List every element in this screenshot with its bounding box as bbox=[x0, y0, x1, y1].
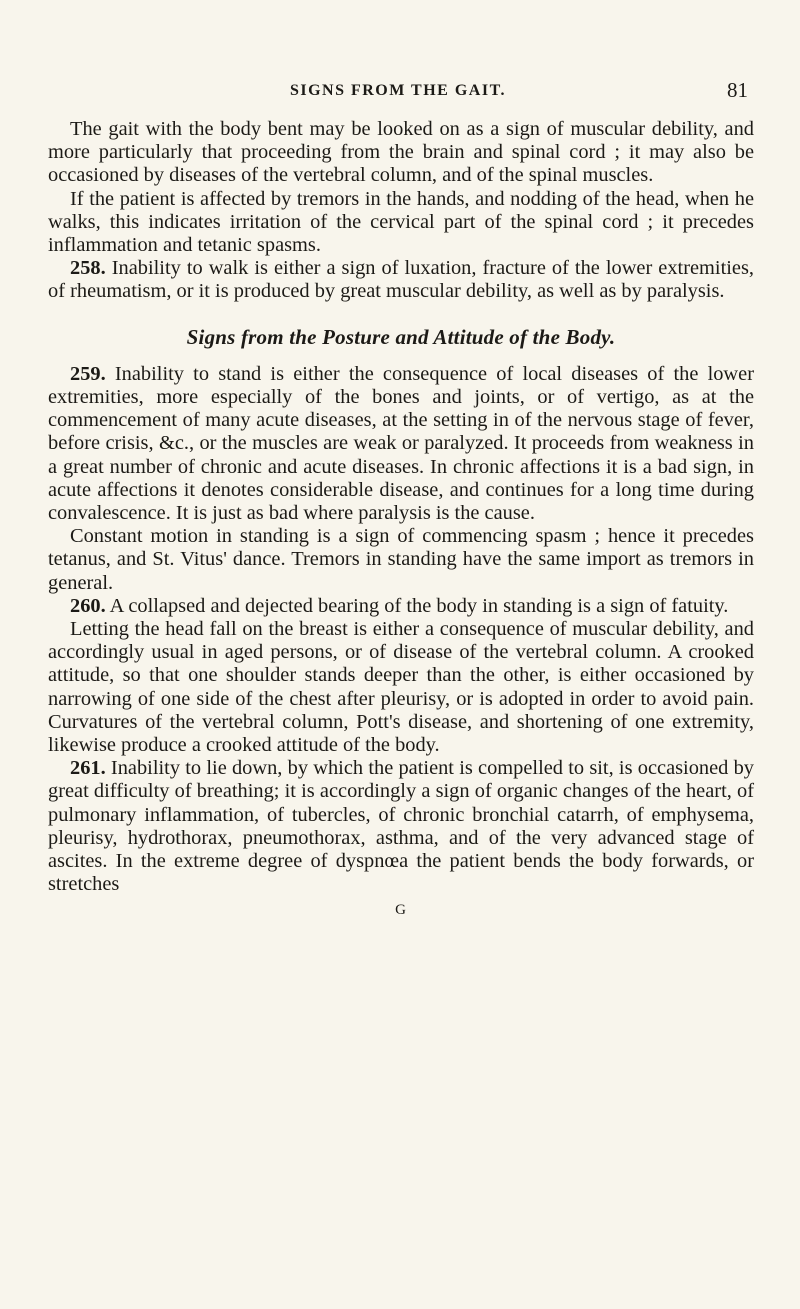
paragraph bbox=[48, 525, 754, 595]
signature-mark: G bbox=[395, 901, 407, 918]
page-number: 81 bbox=[727, 78, 748, 102]
numbered-paragraph-260 bbox=[48, 595, 754, 618]
numbered-paragraph-258 bbox=[48, 257, 754, 303]
section-heading: Signs from the Posture and Attitude of the Body. bbox=[186, 324, 616, 349]
paragraph-text: Letting the head fall on the breast is either a consequence of muscular debility, and accordingly usual in aged persons, or of disease of the vertebral column. A crooked attitude, so that one shoulder stands deeper than the other, is either occasioned by narrowing of one side of the chest after pleurisy, or is adopted in order to avoid pain. Curvatures of the vertebral column, Pott's disease, and shortening of one extremity, likewise produce a crooked attitude of the body. bbox=[48, 618, 754, 757]
paragraph-text: Inability to stand is either the consequence of local diseases of the lower extremities, more especially of the bones and joints, or of vertigo, as at the commencement of many acute diseases, at the setting in of the nervous stage of fever, before crisis, &c., or the muscles are weak or paralyzed. It proceeds from weakness in a great number of chronic and acute diseases. In chronic affections it is a bad sign, in acute affections it denotes considerable disease, and continues for a long time during convalescence. It is just as bad where paralysis is the cause. bbox=[48, 362, 754, 525]
paragraph-number: 261. bbox=[70, 757, 106, 780]
paragraph-number: 259. bbox=[70, 362, 106, 385]
paragraph-text: Inability to walk is either a sign of luxation, fracture of the lower extremities, of rheumatism, or it is produced by great muscular debility, as well as by paralysis. bbox=[48, 257, 754, 303]
running-head bbox=[48, 74, 748, 104]
paragraph-text: A collapsed and dejected bearing of the body in standing is a sign of fatuity. bbox=[105, 594, 729, 617]
paragraph-number: 260. bbox=[70, 594, 106, 617]
paragraph bbox=[48, 118, 754, 188]
paragraph-text: Inability to lie down, by which the patient is compelled to sit, is occasioned by great difficulty of breathing; it is accordingly a sign of organic changes of the heart, of pulmonary inflammation, of tubercles, of chronic bronchial catarrh, of emphysema, pleurisy, hydrothorax, pneumothorax, asthma, and of the very advanced stage of ascites. In the extreme degree of dyspnœa the patient bends the body forwards, or stretches bbox=[48, 757, 754, 896]
paragraph-text: The gait with the body bent may be looked on as a sign of muscular debility, and more particularly that proceeding from the brain and spinal cord ; it may also be occasioned by diseases of the vertebral column, and of the spinal muscles. bbox=[48, 118, 754, 187]
running-title: SIGNS FROM THE GAIT. bbox=[289, 82, 507, 99]
numbered-paragraph-259 bbox=[48, 363, 754, 525]
paragraph-number: 258. bbox=[70, 257, 106, 280]
numbered-paragraph-261 bbox=[48, 757, 754, 896]
paragraph-text: If the patient is affected by tremors in the hands, and nodding of the head, when he walks, this indicates irritation of the cervical part of the spinal cord ; it precedes inflammation and tetanic spasms. bbox=[48, 187, 754, 257]
paragraph bbox=[48, 618, 754, 757]
paragraph bbox=[48, 188, 754, 258]
paragraph-text: Constant motion in standing is a sign of commencing spasm ; hence it precedes tetanus, and St. Vitus' dance. Tremors in standing have the same import as tremors in general. bbox=[48, 525, 754, 594]
body-text bbox=[48, 118, 754, 922]
